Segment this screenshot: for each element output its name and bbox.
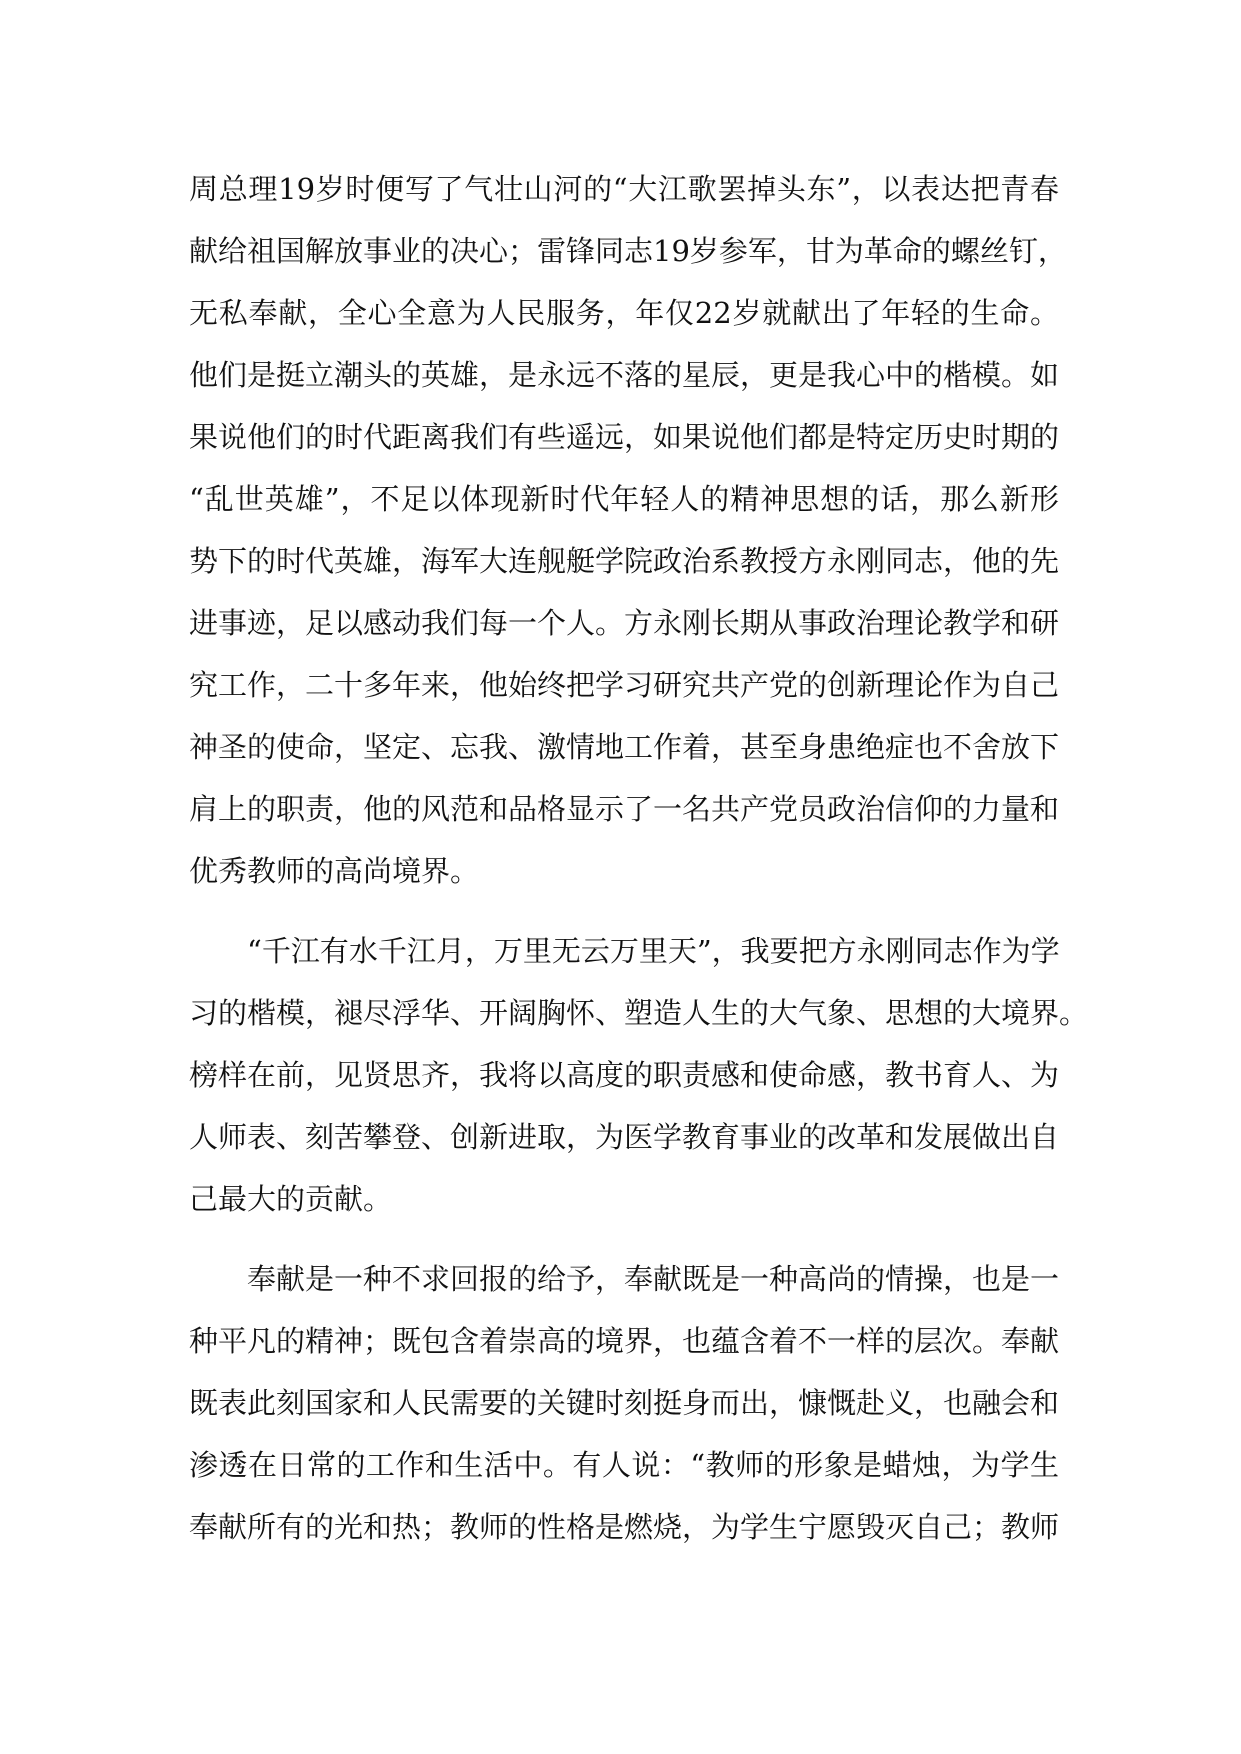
text-line: 奉献所有的光和热；教师的性格是燃烧，为学生宁愿毁灭自己；教师 xyxy=(189,1510,1060,1544)
text-line: 他们是挺立潮头的英雄，是永远不落的星辰，更是我心中的楷模。如 xyxy=(189,358,1060,392)
text-line: 习的楷模，褪尽浮华、开阔胸怀、塑造人生的大气象、思想的大境界。 xyxy=(189,996,1089,1030)
text-line: 既表此刻国家和人民需要的关键时刻挺身而出，慷慨赴义，也融会和 xyxy=(189,1386,1060,1420)
text-line: 种平凡的精神；既包含着崇高的境界，也蕴含着不一样的层次。奉献 xyxy=(189,1324,1060,1358)
paragraph-3 xyxy=(189,1248,1059,1558)
text-line: 进事迹，足以感动我们每一个人。方永刚长期从事政治理论教学和研 xyxy=(189,606,1060,640)
text-line: 人师表、刻苦攀登、创新进取，为医学教育事业的改革和发展做出自 xyxy=(189,1120,1060,1154)
text-line: 奉献是一种不求回报的给予，奉献既是一种高尚的情操，也是一 xyxy=(247,1262,1060,1296)
text-line: 优秀教师的高尚境界。 xyxy=(189,854,480,888)
document-body xyxy=(189,158,1089,1558)
text-line: 渗透在日常的工作和生活中。有人说：“教师的形象是蜡烛，为学生 xyxy=(189,1448,1059,1482)
text-line: 献给祖国解放事业的决心；雷锋同志19岁参军，甘为革命的螺丝钉， xyxy=(189,234,1067,268)
paragraph-spacing xyxy=(189,902,1059,920)
paragraph-1 xyxy=(189,158,1067,902)
text-line: 肩上的职责，他的风范和品格显示了一名共产党员政治信仰的力量和 xyxy=(189,792,1060,826)
text-line: “千江有水千江月，万里无云万里天”，我要把方永刚同志作为学 xyxy=(247,934,1060,968)
text-line: “乱世英雄”，不足以体现新时代年轻人的精神思想的话，那么新形 xyxy=(189,482,1059,516)
text-line: 周总理19岁时便写了气壮山河的“大江歌罢掉头东”，以表达把青春 xyxy=(189,172,1059,206)
text-line: 神圣的使命，坚定、忘我、激情地工作着，甚至身患绝症也不舍放下 xyxy=(189,730,1060,764)
paragraph-2 xyxy=(189,920,1089,1230)
paragraph-spacing xyxy=(189,1230,1059,1248)
text-line: 果说他们的时代距离我们有些遥远，如果说他们都是特定历史时期的 xyxy=(189,420,1060,454)
text-line: 己最大的贡献。 xyxy=(189,1182,393,1216)
text-line: 无私奉献，全心全意为人民服务，年仅22岁就献出了年轻的生命。 xyxy=(189,296,1059,330)
text-line: 榜样在前，见贤思齐，我将以高度的职责感和使命感，教书育人、为 xyxy=(189,1058,1060,1092)
text-line: 势下的时代英雄，海军大连舰艇学院政治系教授方永刚同志，他的先 xyxy=(189,544,1060,578)
text-line: 究工作，二十多年来，他始终把学习研究共产党的创新理论作为自己 xyxy=(189,668,1060,702)
